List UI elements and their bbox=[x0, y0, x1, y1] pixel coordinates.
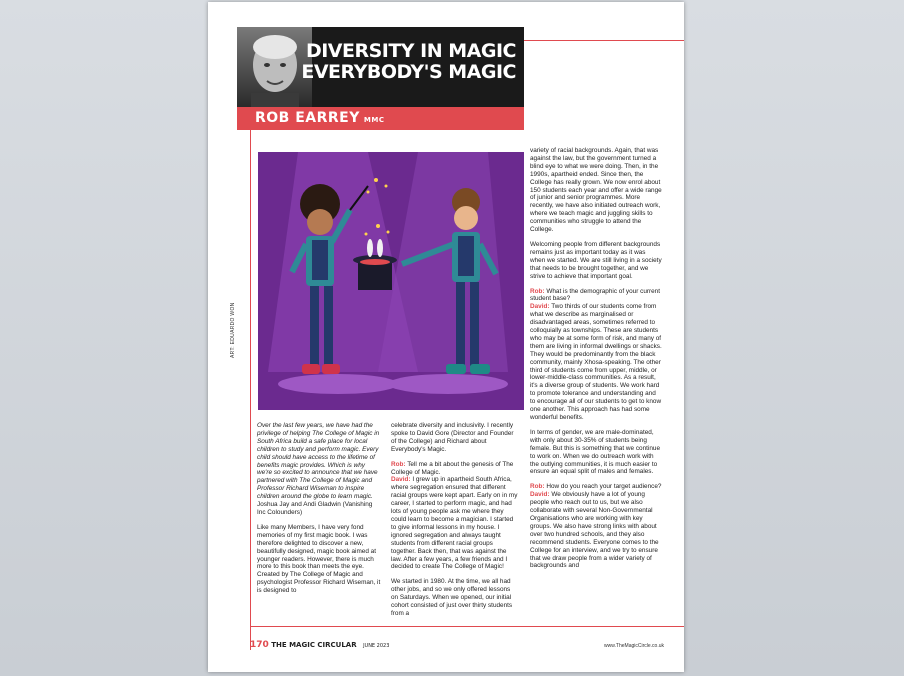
intro-signature: Joshua Jay and Andi Gladwin (Vanishing Inc Colounders) bbox=[257, 501, 373, 516]
text-column-2 bbox=[391, 422, 519, 625]
interview-answer bbox=[530, 303, 662, 422]
question-text: How do you reach your target audience? bbox=[546, 483, 662, 491]
website-url[interactable]: www.TheMagicCircle.co.uk bbox=[603, 643, 664, 649]
header-banner bbox=[237, 27, 524, 107]
author-suffix: MMC bbox=[363, 116, 385, 124]
headline-line-2: EVERYBODY'S MAGIC bbox=[301, 61, 516, 83]
magazine-name: THE MAGIC CIRCULAR bbox=[271, 641, 357, 649]
body-paragraph: We started in 1980. At the time, we all had other jobs, and so we only offered lessons on Saturdays. When we opened, our initial cohort consisted of just over thirty students from a bbox=[391, 578, 513, 617]
text-column-1 bbox=[257, 422, 381, 602]
body-paragraph: Like many Members, I have very fond memories of my first magic book. I was therefore delighted to discover a new, beautifully designed, magic book aimed at younger readers. However, there is much more to this book than meets the eye. Created by The College of Magic and psychologist Professor Richard Wiseman, it is designed to bbox=[257, 523, 381, 595]
answer-text: We obviously have a lot of young people who reach out to us, but we also collaborate with several Non-Governmental Organisations who are working with key groups. We also have strong links with about over two hundred schools, and they also recommend students. Everyone comes to the College for an interview, and we try to ensure that we draw people from a wider variety of backgrounds and bbox=[530, 491, 659, 570]
author-name-text: ROB EARREY bbox=[255, 110, 360, 126]
header-rule bbox=[524, 40, 684, 41]
answer-text: Two thirds of our students come from what we describe as marginalised or disadvantaged areas, sometimes referred to colloquially as townships. These are students who may be at some form of risk, and many of them are living in informal dwellings or shacks. They would be predominantly from the black community, mainly Xhosa-speaking. The other third of students come from upper, middle, or lower-middle-class communities. As a result, it's a diverse group of students. We work hard to promote tolerance and understanding and to encourage all of our students to get to know one another. This approach has had some wonderful benefits. bbox=[530, 303, 662, 421]
question-text: What is the demographic of your current student base? bbox=[530, 287, 661, 303]
interview-answer bbox=[391, 476, 519, 571]
interview-question bbox=[391, 461, 519, 477]
speaker-label: Rob: bbox=[530, 483, 545, 491]
author-bar bbox=[237, 107, 524, 130]
speaker-label: David: bbox=[530, 303, 550, 311]
body-paragraph: variety of racial backgrounds. Again, that was against the law, but the government turned a blind eye to what we were doing. Then, in the 1990s, apartheid ended. Since then, the College has really grown. We now enrol about 150 students each year and offer a wide range of junior and senior programmes. More recently, we have also initiated outreach work, where we teach magic and juggling skills to communities who struggle to attend the College. bbox=[530, 147, 662, 234]
article-header bbox=[237, 27, 524, 130]
answer-text: I grew up in apartheid South Africa, where segregation ensured that different racial groups were kept apart. Early on in my career, I started to perform magic, and had lots of young people ask me where they could learn to become a magician. I started to give informal lessons in my house. I ignored segregation and always taught students from different racial groups together. Back then, that was against the law. After a few years, a few friends and I decided to create The College of Magic! bbox=[391, 476, 518, 571]
speaker-label: David: bbox=[530, 491, 550, 499]
magazine-page bbox=[208, 2, 684, 672]
left-rule bbox=[250, 130, 251, 650]
speaker-label: Rob: bbox=[391, 460, 406, 468]
text-column-3 bbox=[530, 147, 662, 577]
page-footer bbox=[250, 640, 389, 650]
headline bbox=[301, 41, 516, 83]
speaker-label: Rob: bbox=[530, 287, 545, 295]
illustration-credit: ART: EDUARDO WON bbox=[230, 302, 236, 358]
issue-date: JUNE 2023 bbox=[363, 643, 390, 649]
interview-question bbox=[530, 288, 662, 304]
interview-question bbox=[530, 483, 662, 491]
body-paragraph: celebrate diversity and inclusivity. I recently spoke to David Gore (Director and Founder of the College) and Richard about Everybody's Magic. bbox=[391, 422, 514, 453]
speaker-label: David: bbox=[391, 476, 411, 484]
body-paragraph: In terms of gender, we are male-dominated, with only about 30-35% of students being female. But this is something that we continue to work on. When we do outreach work with the outlying communities, it is much easier to ensure an equal split of males and females. bbox=[530, 428, 661, 476]
author-name bbox=[255, 110, 384, 126]
interview-answer bbox=[530, 491, 662, 570]
magicians-illustration bbox=[258, 152, 524, 410]
question-text: Tell me a bit about the genesis of The College of Magic. bbox=[391, 460, 514, 476]
body-paragraph: Welcoming people from different backgrounds remains just as important today as it was when we started. We are still living in a society that needs to be brought together, and we strive to achieve that important goal. bbox=[530, 240, 662, 280]
intro-italic: Over the last few years, we have had the privilege of helping The College of Magic in South Africa build a safe place for local children to study and perform magic. Every child should have access to the lifetime of benefits magic provides. Which is why we're so excited to announce that we have partnered with The College of Magic and Professor Richard Wiseman to inspire children around the globe to learn magic. bbox=[257, 422, 380, 501]
page-number: 170 bbox=[250, 640, 269, 650]
headline-line-1: DIVERSITY IN MAGIC bbox=[305, 40, 516, 62]
footer-rule bbox=[250, 626, 684, 627]
